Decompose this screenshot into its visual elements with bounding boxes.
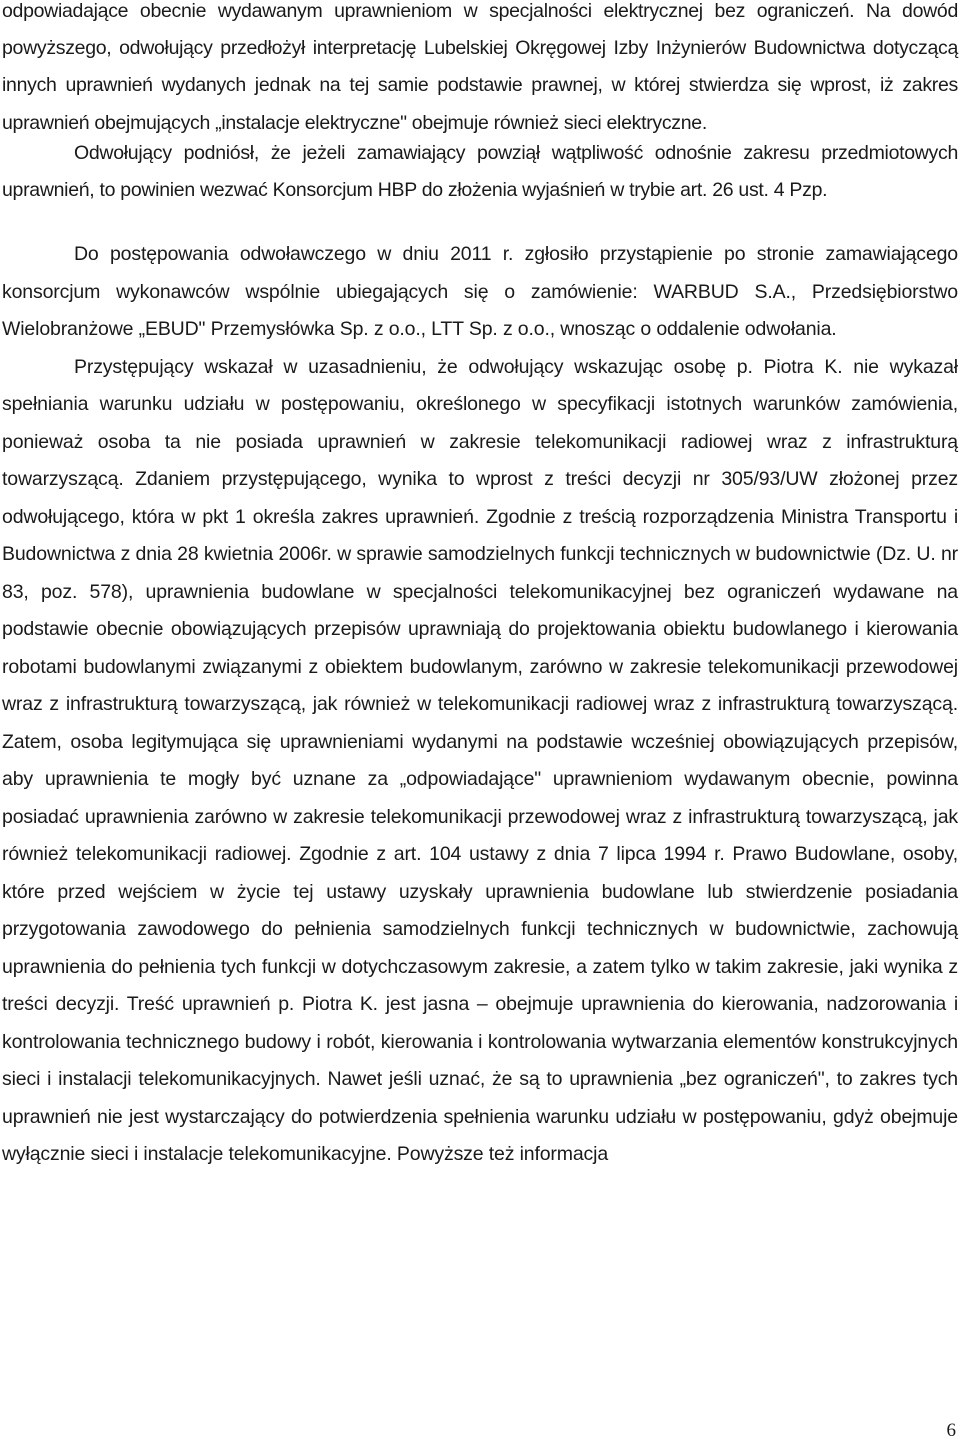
paragraph-4: Przystępujący wskazał w uzasadnieniu, że odwołujący wskazując osobę p. Piotra K. nie wykazał spełniania warunku udziału w postępowaniu, określonego w specyfikacji istotnych warunków zamówienia, ponieważ osoba ta nie posiada uprawnień w zakresie telekomunikacji radiowej wraz z infrastrukturą towarzyszącą. Zdaniem przystępującego, wynika to wprost z treści decyzji nr 305/93/UW złożonej przez odwołującego, która w pkt 1 określa zakres uprawnień. Zgodnie z treścią rozporządzenia Ministra Transportu i Budownictwa z dnia 28 kwietnia 2006r. w sprawie samodzielnych funkcji technicznych w budownictwie (Dz. U. nr 83, poz. 578), uprawnienia budowlane w specjalności telekomunikacyjnej bez ograniczeń wydawane na podstawie obecnie obowiązujących przepisów uprawniają do projektowania obiektu budowlanego i kierowania robotami budowlanymi związanymi z obiektem budowlanym, zarówno w zakresie telekomunikacji przewodowej wraz z infrastrukturą towarzyszącą, jak również w telekomunikacji radiowej wraz z infrastrukturą towarzyszącą. Zatem, osoba legitymująca się uprawnieniami wydanymi na podstawie wcześniej obowiązujących przepisów, aby uprawnienia te mogły być uznane za „odpowiadające" uprawnieniom wydawanym obecnie, powinna posiadać uprawnienia zarówno w zakresie telekomunikacji przewodowej wraz z infrastrukturą towarzyszącą, jak również telekomunikacji radiowej. Zgodnie z art. 104 ustawy z dnia 7 lipca 1994 r. Prawo Budowlane, osoby, które przed wejściem w życie tej ustawy uzyskały uprawnienia budowlane lub stwierdzenie posiadania przygotowania zawodowego do pełnienia samodzielnych funkcji technicznych w budownictwie, zachowują uprawnienia do pełnienia tych funkcji w dotychczasowym zakresie, a zatem tylko w takim zakresie, jaki wynika z treści decyzji. Treść uprawnień p. Piotra K. jest jasna – obejmuje uprawnienia do kierowania, nadzorowania i kontrolowania technicznego budowy i robót, kierowania i kontrolowania wytwarzania elementów konstrukcyjnych sieci i instalacji telekomunikacyjnych. Nawet jeśli uznać, że są to uprawnienia „bez ograniczeń", to zakres tych uprawnień nie jest wystarczający do potwierdzenia spełnienia warunku udziału w postępowaniu, gdyż obejmuje wyłącznie sieci i instalacje telekomunikacyjne. Powyższe też informacja: [2, 355, 958, 1166]
document-page: [2, 0, 958, 1448]
paragraph-3: Do postępowania odwoławczego w dniu 2011 r. zgłosiło przystąpienie po stronie zamawiającego konsorcjum wykonawców wspólnie ubiegających się o zamówienie: WARBUD S.A., Przedsiębiorstwo Wielobranżowe „EBUD" Przemysłówka Sp. z o.o., LTT Sp. z o.o., wnosząc o oddalenie odwołania.: [2, 243, 958, 341]
paragraph-1: odpowiadające obecnie wydawanym uprawnieniom w specjalności elektrycznej bez ograniczeń. Na dowód powyższego, odwołujący przedłożył interpretację Lubelskiej Okręgowej Izby Inżynierów Budownictwa dotyczącą innych uprawnień wydanych jednak na tej samie podstawie prawnej, w której stwierdza się wprost, iż zakres uprawnień obejmujących „instalacje elektryczne" obejmuje również sieci elektryczne.: [2, 0, 958, 134]
page-number: 6: [946, 1420, 956, 1441]
paragraph-2: Odwołujący podniósł, że jeżeli zamawiający powziął wątpliwość odnośnie zakresu przedmiotowych uprawnień, to powinien wezwać Konsorcjum HBP do złożenia wyjaśnień w trybie art. 26 ust. 4 Pzp.: [2, 141, 958, 202]
